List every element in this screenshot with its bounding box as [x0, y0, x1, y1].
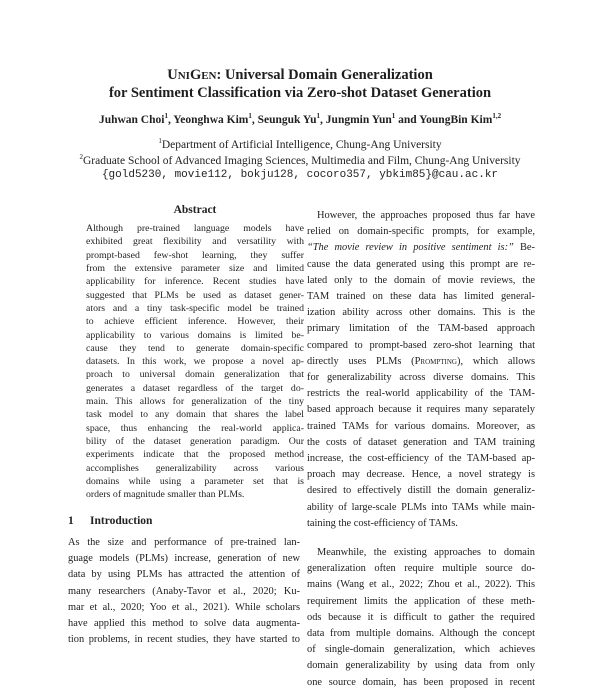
- abstract-line: exhibited great flexibility and versatility with: [86, 236, 304, 248]
- body-line: requirement limits the application of these meth-: [307, 595, 535, 607]
- body-line: increase, the cost-efficiency of the TAM-based ap-: [307, 453, 535, 465]
- body-line: desired to effectively distill the domain generaliz-: [307, 485, 535, 497]
- abstract-heading: Abstract: [173, 204, 217, 216]
- body-line: data by using PLMs has attracted the attention of: [68, 569, 300, 581]
- body-line: one source domain, has been proposed in recent: [307, 676, 535, 688]
- paragraph-gap: [307, 532, 535, 545]
- body-line: proach may decrease. Hence, a novel strategy is: [307, 469, 535, 481]
- body-line: Meanwhile, the existing approaches to domain: [317, 547, 535, 559]
- body-line: taining the cost-efficiency of TAMs.: [307, 517, 458, 529]
- intro-body: [68, 535, 300, 648]
- body-line: ization ability across other domains. This is the: [307, 307, 535, 319]
- abstract-line: from the extensive parameter size and limited: [86, 262, 304, 274]
- body-line: lated only to the domain of movie reviews, the: [307, 274, 535, 286]
- body-line: “The movie review in positive sentiment is:” Be-: [307, 242, 535, 254]
- body-line: mains (Wang et al., 2022; Zhou et al., 2022). This: [307, 579, 535, 591]
- paper-title-line2: for Sentiment Classification via Zero-shot Dataset Generation: [108, 85, 492, 101]
- abstract-body: [86, 222, 304, 502]
- abstract-line: ators and a tiny task-specific model be trained: [86, 302, 304, 314]
- abstract-line: generates a dataset regardless of the target do-: [86, 382, 304, 394]
- abstract-line: domains while using a parameter set that is: [86, 475, 304, 487]
- body-line: many researchers (Anaby-Tavor et al., 2020; Ku-: [68, 585, 300, 597]
- author: Juhwan Choi$^1$: [98, 112, 168, 126]
- abstract-line: prompt-based few-shot learning, they suffer: [86, 249, 304, 261]
- body-line: ability of large-scale PLMs into TAMs while main-: [307, 501, 535, 513]
- body-line: guage models (PLMs) increase, generation of new: [68, 553, 300, 565]
- abstract-line: proach to universal domain generalization that: [86, 369, 304, 381]
- body-line: relied on domain-specific prompts, for example,: [307, 226, 535, 238]
- body-line: based approach because it requires many separately: [307, 404, 535, 416]
- abstract-line: to achieve efficient inference. However, their: [86, 316, 304, 328]
- abstract-line: experiments indicate that the proposed method: [86, 449, 304, 461]
- abstract-line: orders of magnitude smaller than PLMs.: [86, 489, 245, 501]
- abstract-line: main. This allows for generalization of the tiny: [86, 396, 304, 408]
- body-line: As the size and performance of pre-trained lan-: [68, 537, 300, 548]
- author: YoungBin Kim$^{1,2}$: [419, 112, 502, 126]
- body-line: TAM trained on these data has limited general-: [307, 291, 535, 303]
- body-line: of single-domain generalization, which achieves: [307, 644, 535, 656]
- body-line: primary limitation of the TAM-based approach: [307, 323, 535, 335]
- body-line: have applied this method to solve data augmenta-: [68, 618, 300, 630]
- body-line: data from multiple domains. Although the concept: [307, 628, 535, 640]
- affiliation-1: $^1$Department of Artificial Intelligence, Chung-Ang University: [158, 137, 442, 151]
- right-column-body: [307, 208, 535, 691]
- abstract-line: space, thus enhancing the real-world applica-: [86, 422, 304, 434]
- body-line: domain generalizability by using data from only: [307, 660, 535, 672]
- body-line: cause the data generated using this prompt are re-: [307, 258, 535, 270]
- affiliation-2: $^2$Graduate School of Advanced Imaging Sciences, Multimedia and Film, Chung-Ang University: [79, 153, 521, 167]
- abstract-line: suggested that PLMs be used as dataset gener-: [86, 289, 304, 301]
- abstract-line: accomplishes generalizability across various: [86, 462, 304, 474]
- body-line: for generalizability across diverse domains. This: [307, 372, 535, 384]
- abstract-line: cause they tend to generate domain-specific: [86, 342, 304, 354]
- abstract-line: applicability for inference. Recent studies have: [86, 276, 304, 288]
- body-line: ods because it is difficult to gather the required: [307, 611, 535, 623]
- body-line: the costs of dataset generation and TAM training: [307, 436, 535, 448]
- body-line: tion problems, in recent studies, they have started to: [68, 634, 300, 646]
- abstract-line: datasets. In this work, we propose a novel ap-: [86, 356, 304, 368]
- body-line: directly uses PLMs (Prompting), which allows: [307, 355, 535, 367]
- abstract-line: applicability to various domains is limited be-: [86, 329, 304, 341]
- body-line: mar et al., 2020; Yoo et al., 2021). While scholars: [68, 601, 300, 613]
- author: Yeonghwa Kim$^1$: [173, 112, 252, 126]
- body-line: trained TAMs for various domains. Moreover, as: [307, 420, 535, 432]
- body-line: restricts the real-world applicability of the TAM-: [307, 388, 535, 400]
- author-emails: {gold5230, movie112, bokju128, cocoro357, ybkim85}@cau.ac.kr: [101, 169, 499, 181]
- abstract-line: Although pre-trained language models have: [86, 223, 304, 234]
- body-line: generalization often require multiple source do-: [307, 563, 535, 575]
- body-line: However, the approaches proposed thus far have: [317, 210, 535, 221]
- author-list: Juhwan Choi$^1$, Yeonghwa Kim$^1$, Seunguk Yu$^1$, Jungmin Yun$^1$ and YoungBin Kim$^{1,2}$: [98, 112, 502, 126]
- abstract-line: task model to any domain that shares the label: [86, 409, 304, 421]
- section-heading-introduction: 1 Introduction: [68, 515, 153, 527]
- author: Jungmin Yun$^1$: [325, 112, 396, 126]
- author: Seunguk Yu$^1$: [257, 112, 321, 126]
- body-line: compared to prompt-based zero-shot learning that: [307, 339, 535, 351]
- paper-title-line1: UNIGEN: Universal Domain Generalization: [167, 67, 433, 83]
- abstract-line: bility of the dataset generation paradigm. Our: [86, 436, 304, 447]
